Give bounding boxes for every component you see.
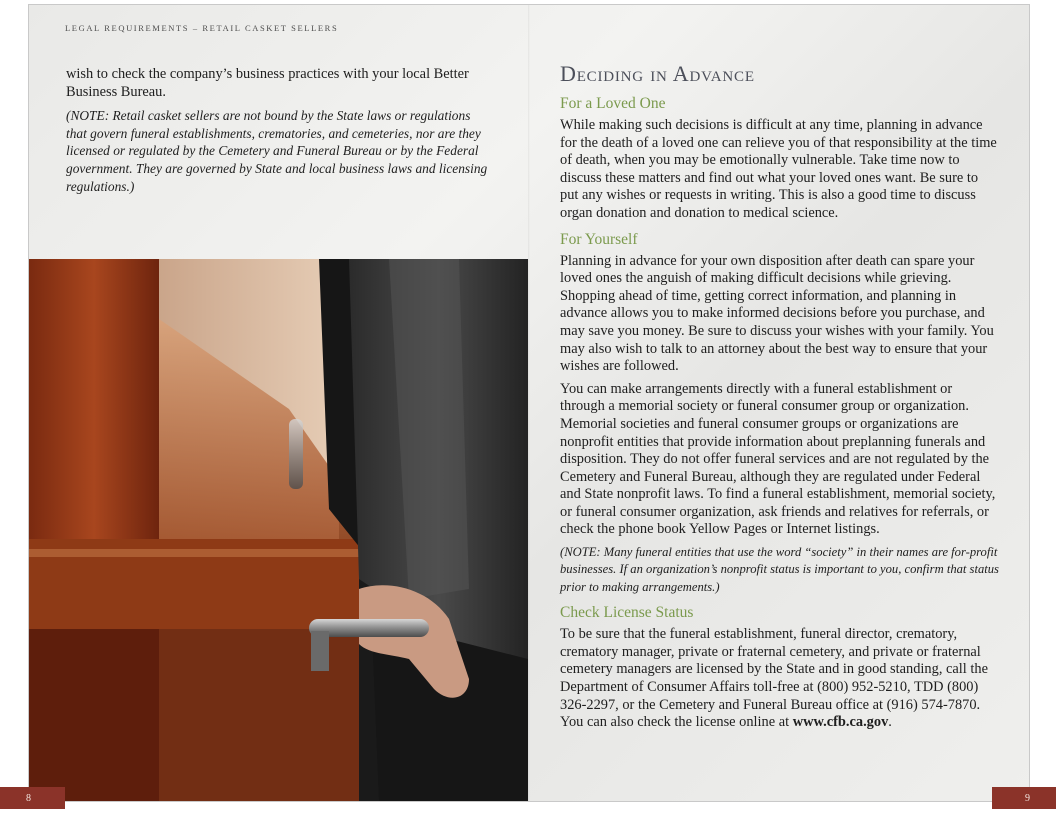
section-paragraph-license: [560, 626, 1000, 732]
license-text: To be sure that the funeral establishment, funeral director, crematory, crematory manager, private or fraternal cemetery, and private or fraternal cemetery managers are licensed by the State and in good standing, call the Department of Consumer Affairs toll-free at (800) 952-5210, TDD (800) 326-2297, or the Cemetery and Funeral Bureau office at (916) 574-7870. You can also check the license online at: [560, 626, 988, 731]
left-note: (NOTE: Retail casket sellers are not bound by the State laws or regulations that govern funeral establishments, crematories, and cemeteries, nor are they licensed or regulated by the Cemetery and Funeral Bureau or by the Federal government. They are governed by State and local business laws and licensing regulations.): [66, 108, 488, 194]
section-heading-license: Check License Status: [560, 604, 694, 622]
right-page-text: [560, 61, 1000, 737]
license-text-end: .: [888, 714, 892, 731]
page-number-right: 9: [992, 787, 1056, 809]
casket-photo-image: [29, 259, 528, 801]
casket-photo: [29, 259, 528, 801]
section-heading-loved-one: For a Loved One: [560, 95, 666, 112]
section-note-yourself: (NOTE: Many funeral entities that use the word “society” in their names are for-profit businesses. If an organization’s nonprofit status is important to you, confirm that status prior to making arrangements.): [560, 545, 999, 594]
left-page-text: [66, 66, 491, 195]
license-url: www.cfb.ca.gov: [792, 714, 889, 731]
running-head: LEGAL REQUIREMENTS – RETAIL CASKET SELLERS: [65, 23, 339, 33]
page-gutter: [528, 5, 530, 801]
page-number-left: 8: [0, 787, 65, 809]
section-paragraph-yourself-1: Planning in advance for your own disposition after death can spare your loved ones the anguish of making difficult decisions while grieving. Shopping ahead of time, getting correct information, and planning in advance allows you to make informed decisions before you purchase, and may save you money. Be sure to discuss your wishes with your family. You may also wish to talk to an attorney about the best way to ensure that your wishes are followed.: [560, 252, 994, 375]
left-paragraph: wish to check the company’s business practices with your local Better Business Bureau.: [66, 66, 469, 100]
section-paragraph-loved-one: While making such decisions is difficult at any time, planning in advance for the death of a loved one can relieve you of that responsibility at the time of death, when you may be emotionally vulnerable. Take time now to discuss these matters and find out what your loved ones want. Be sure to put any wishes or requests in writing. This is also a good time to discuss organ donation and donation to medical science.: [560, 117, 997, 221]
page-title: Deciding in Advance: [560, 61, 755, 86]
section-heading-yourself: For Yourself: [560, 230, 638, 248]
page-spread: [28, 4, 1030, 802]
section-paragraph-yourself-2: You can make arrangements directly with a funeral establishment or through a memorial society or funeral consumer group or organization. Memorial societies and funeral consumer groups or organizations are nonprofit entities that provide information about preplanning funerals and disposition. They do not offer funeral services and are not regulated by the Cemetery and Funeral Bureau, although they are regulated under Federal and State nonprofit laws. To find a funeral establishment, memorial society, or funeral consumer organization, ask friends and relatives for referrals, or check the phone book Yellow Pages or Internet listings.: [560, 380, 996, 538]
